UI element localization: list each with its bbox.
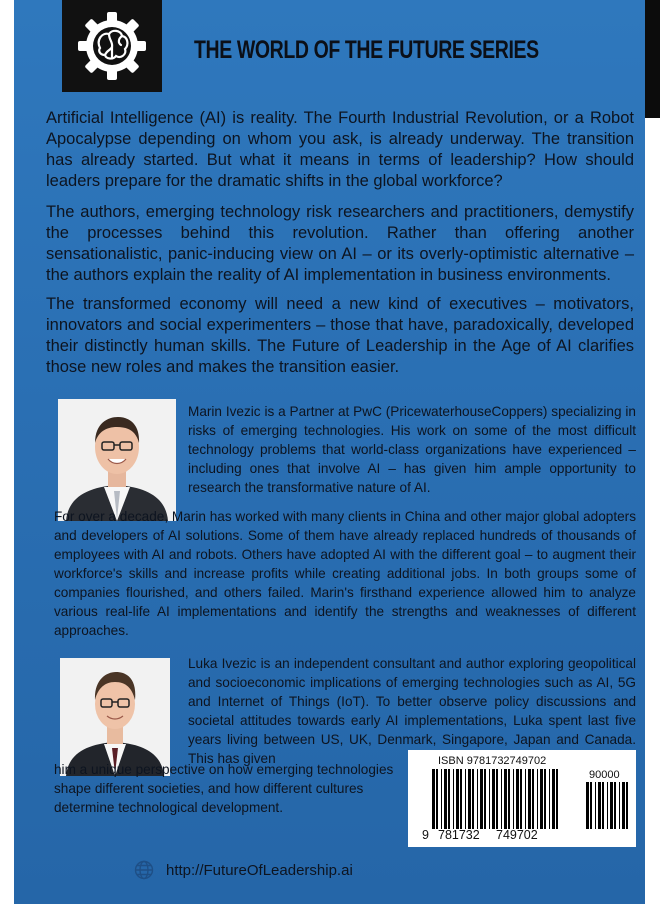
author-photo-marin — [58, 399, 176, 521]
series-title: THE WORLD OF THE FUTURE SERIES — [194, 36, 539, 64]
barcode-bar — [496, 769, 498, 829]
barcode-bar — [619, 782, 620, 829]
description-paragraph-1: Artificial Intelligence (AI) is reality. The Fourth Industrial Revolution, or a Robot Apocalypse depending on whom you ask, is already underway. The transition has already started. But what it means in terms of leadership? How should leaders prepare for the dramatic shifts in the global workforce? — [46, 109, 634, 190]
barcode-bar — [626, 782, 628, 829]
barcode-bar — [590, 782, 592, 829]
barcode-bar — [622, 782, 625, 829]
barcode-digit-group-1: 781732 — [438, 828, 480, 842]
barcode-bar — [602, 782, 604, 829]
barcode-bar — [468, 769, 471, 829]
barcode-bar — [540, 769, 543, 829]
barcode-bar — [456, 769, 459, 829]
isbn-barcode — [408, 750, 636, 847]
barcode-bar — [501, 769, 502, 829]
barcode-bar — [549, 769, 550, 829]
barcode-bar — [448, 769, 450, 829]
barcode-bar — [504, 769, 507, 829]
barcode-bar — [508, 769, 510, 829]
gear-brain-icon — [76, 10, 148, 82]
barcode-bar — [436, 769, 438, 829]
barcode-bar — [614, 782, 616, 829]
series-logo — [62, 0, 162, 92]
isbn-label: ISBN 9781732749702 — [438, 755, 547, 767]
barcode-bar — [607, 782, 608, 829]
price-code: 90000 — [589, 769, 620, 781]
barcode-bar — [516, 769, 519, 829]
barcode-bar — [441, 769, 442, 829]
barcode-bar — [552, 769, 555, 829]
barcode-bar — [520, 769, 522, 829]
barcode-bar — [453, 769, 454, 829]
barcode-bar — [460, 769, 462, 829]
barcode-bar — [513, 769, 514, 829]
barcode-bar — [465, 769, 466, 829]
barcode-bar — [610, 782, 613, 829]
barcode-bar — [532, 769, 534, 829]
website-link[interactable]: http://FutureOfLeadership.ai — [166, 861, 353, 879]
barcode-digit-first: 9 — [422, 828, 429, 842]
globe-icon — [134, 860, 154, 880]
barcode-bar — [484, 769, 486, 829]
author2-bio-part-2: him a unique perspective on how emerging technologies shape different societies, and how different cultures determine technological development. — [54, 762, 394, 815]
website-row — [134, 860, 353, 880]
barcode-bar — [472, 769, 474, 829]
barcode-bar — [480, 769, 483, 829]
barcode-digit-group-2: 749702 — [496, 828, 538, 842]
barcode-bar — [432, 769, 435, 829]
barcode-bar — [544, 769, 546, 829]
author-photo-luka — [60, 658, 170, 776]
barcode-bar — [525, 769, 526, 829]
description-paragraph-2: The authors, emerging technology risk researchers and practitioners, demystify the processes behind this revolution. Rather than offering another sensationalistic, panic-inducing view on AI – or its overly-optimistic alternative – the authors explain the reality of AI implementation in business environments. — [46, 203, 634, 284]
barcode-bar — [586, 782, 589, 829]
barcode-bar — [556, 769, 558, 829]
barcode-bar — [444, 769, 447, 829]
author2-bio-part-1: Luka Ivezic is an independent consultant and author exploring geopolitical and socioeconomic implications of emerging technologies such as AI, 5G and Internet of Things (IoT). To better observe policy discussions and societal attitudes towards early AI implementations, Luka spent last five years living between US, UK, Denmark, Singapore, Japan and Canada. This has given — [188, 656, 636, 766]
barcode-bar — [537, 769, 538, 829]
barcode-bar — [598, 782, 601, 829]
barcode-bar — [477, 769, 478, 829]
barcode-bar — [528, 769, 531, 829]
barcode-bar — [489, 769, 490, 829]
author1-bio-paragraph-2: For over a decade, Marin has worked with many clients in China and other major global adopters and developers of AI solutions. Some of them have already replaced hundreds of thousands of employees with AI and robots. Others have adopted AI with the different goal – to augment their workforce's skills and increase profits while creating additional jobs. In both groups some of companies flourished, and others failed. Marin's firsthand experience allowed him to analyze various real-life AI implementations and identify the strengths and weaknesses of different approaches. — [54, 509, 636, 638]
author1-bio-paragraph-1: Marin Ivezic is a Partner at PwC (PricewaterhouseCoppers) specializing in risks of emerging technologies. His work on some of the most difficult technology problems that world-class organizations have experienced – including ones that involve AI – has given him ample opportunity to research the transformative nature of AI. — [188, 404, 636, 495]
spine-edge — [645, 0, 660, 118]
barcode-bar — [595, 782, 596, 829]
description-paragraph-3: The transformed economy will need a new kind of executives – motivators, innovators and social experimenters – those that have, paradoxically, developed their distinctly human skills. The Future of Leadership in the Age of AI clarifies those new roles and makes the transition easier. — [46, 295, 634, 376]
barcode-bar — [492, 769, 495, 829]
book-back-cover — [14, 0, 645, 904]
